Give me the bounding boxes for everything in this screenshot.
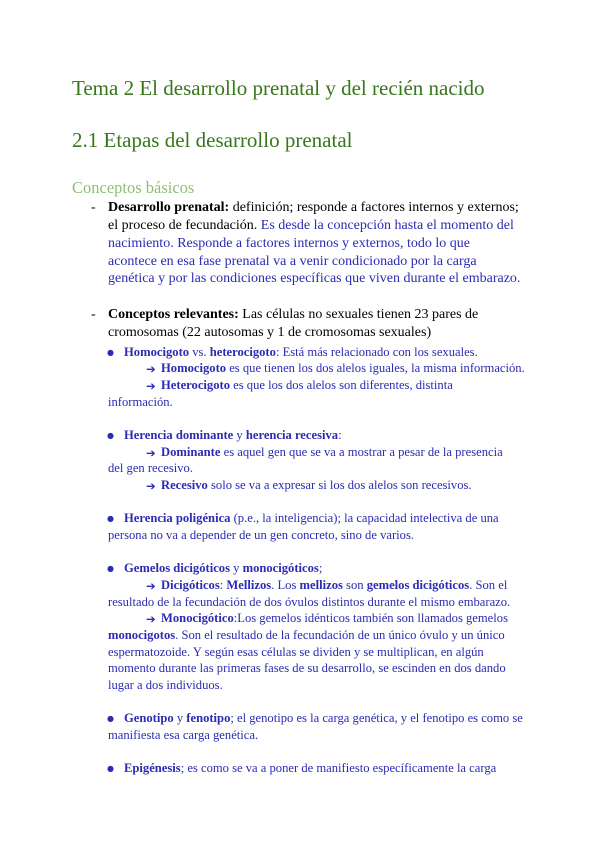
note-text: acontece en esa fase prenatal va a venir condicionado por la carga bbox=[108, 253, 477, 269]
text-line bbox=[0, 677, 600, 694]
note-gemelos bbox=[0, 560, 600, 693]
bold-term: Herencia dominante bbox=[124, 428, 234, 443]
bold-term: heterocigoto bbox=[209, 344, 276, 359]
bold-term: Desarrollo prenatal: bbox=[108, 200, 230, 215]
arrow-right-icon: ➔ bbox=[146, 579, 156, 594]
definition-text: definición; responde a factores internos y externos; bbox=[229, 200, 519, 215]
note-text: Es desde la concepción hasta el momento del bbox=[257, 217, 514, 233]
bold-term: Gemelos dicigóticos bbox=[124, 561, 230, 576]
blank-line bbox=[0, 410, 600, 427]
blank-line bbox=[0, 544, 600, 561]
bullet-dot-icon: ● bbox=[107, 431, 114, 441]
note-herencia-poligenica bbox=[0, 510, 600, 543]
note-genotipo-fenotipo bbox=[0, 710, 600, 743]
bold-term: Homocigoto bbox=[161, 361, 227, 376]
bold-term: gemelos dicigóticos bbox=[366, 578, 470, 593]
bullet-dot-icon: ● bbox=[107, 514, 114, 524]
arrow-right-icon: ➔ bbox=[146, 445, 156, 460]
note-text: manifiesta esa carga genética. bbox=[108, 728, 259, 743]
text-line bbox=[0, 394, 600, 411]
bold-term: Herencia poligénica bbox=[124, 511, 231, 526]
blank-line bbox=[0, 744, 600, 761]
note-text: : bbox=[338, 428, 342, 443]
note-epigenesis bbox=[0, 760, 600, 777]
note-text: ; el genotipo es la carga genética, y el fenotipo es como se bbox=[230, 711, 523, 726]
text-line bbox=[0, 594, 600, 611]
text-line bbox=[0, 510, 600, 527]
note-text: . Son el resultado de la fecundación de un único óvulo y un único bbox=[175, 628, 505, 643]
note-text: espermatozoide. Y según esas células se dividen y se multiplican, en algún bbox=[108, 644, 484, 659]
dash-bullet: - bbox=[91, 307, 96, 323]
note-homocigoto-heterocigoto bbox=[0, 344, 600, 411]
text-line bbox=[0, 306, 600, 324]
text-line bbox=[0, 577, 600, 594]
note-text: ; bbox=[318, 561, 323, 576]
bold-term: Genotipo bbox=[124, 711, 174, 726]
note-text: es aquel gen que se va a mostrar a pesar de la presencia bbox=[220, 444, 503, 459]
bold-term: Heterocigoto bbox=[161, 378, 231, 392]
chapter-title: Tema 2 El desarrollo prenatal y del recién nacido bbox=[72, 76, 485, 100]
bullet-dot-icon: ● bbox=[107, 347, 114, 357]
text-line bbox=[0, 610, 600, 627]
blank-line bbox=[0, 694, 600, 711]
text-line bbox=[0, 627, 600, 644]
text-line bbox=[0, 444, 600, 461]
bold-term: monocigóticos bbox=[242, 561, 319, 576]
blank-line bbox=[0, 288, 600, 306]
note-text: genética y por las condiciones específicas que viven durante el embarazo. bbox=[108, 271, 521, 287]
bold-term: monocigotos bbox=[108, 628, 176, 643]
definition-text: cromosomas (22 autosomas y 1 de cromosomas sexuales) bbox=[108, 325, 432, 341]
arrow-right-icon: ➔ bbox=[146, 479, 156, 494]
bullet-dot-icon: ● bbox=[107, 764, 114, 774]
text-line bbox=[0, 660, 600, 677]
note-text: y bbox=[173, 711, 187, 726]
bullet-dot-icon: ● bbox=[107, 714, 114, 724]
text-line bbox=[0, 760, 600, 777]
text-line bbox=[0, 710, 600, 727]
note-text: nacimiento. Responde a factores internos y externos, todo lo que bbox=[108, 235, 470, 251]
note-text: momento durante las primeras fases de su desarrollo, se escinden en dos dando bbox=[108, 661, 506, 676]
arrow-right-icon: ➔ bbox=[146, 362, 156, 377]
subsection-title: Conceptos básicos bbox=[72, 178, 195, 197]
bold-term: Dicigóticos bbox=[161, 578, 220, 593]
note-text: : Está más relacionado con los sexuales. bbox=[275, 344, 478, 359]
bold-term: Conceptos relevantes: bbox=[108, 307, 239, 323]
note-text: . Los bbox=[271, 578, 300, 593]
text-line bbox=[0, 527, 600, 544]
bold-term: Recesivo bbox=[161, 478, 208, 493]
note-text: lugar a dos individuos. bbox=[108, 678, 223, 693]
text-line bbox=[0, 360, 600, 377]
bold-term: mellizos bbox=[299, 578, 343, 593]
text-line bbox=[0, 324, 600, 342]
text-line bbox=[0, 217, 600, 235]
text-line bbox=[0, 644, 600, 661]
concepts-list bbox=[0, 199, 600, 342]
text-line bbox=[0, 270, 600, 288]
text-line bbox=[0, 727, 600, 744]
section-title: 2.1 Etapas del desarrollo prenatal bbox=[72, 128, 353, 152]
arrow-right-icon: ➔ bbox=[146, 612, 156, 627]
bold-term: Mellizos bbox=[226, 578, 272, 593]
text-line bbox=[0, 460, 600, 477]
note-herencia-dominante-recesiva bbox=[0, 427, 600, 494]
bullet-dot-icon: ● bbox=[107, 564, 114, 574]
bold-term: Monocigótico bbox=[161, 611, 234, 626]
note-text: persona no va a depender de un gen concreto, sino de varios. bbox=[108, 528, 414, 543]
note-text: solo se va a expresar si los dos alelos son recesivos. bbox=[207, 478, 472, 493]
bold-term: Epigénesis bbox=[124, 761, 181, 776]
blank-line bbox=[0, 494, 600, 511]
bold-term: Dominante bbox=[161, 444, 221, 459]
text-line bbox=[0, 253, 600, 271]
note-text: (p.e., la inteligencia); la capacidad intelectiva de una bbox=[230, 511, 499, 526]
arrow-right-icon: ➔ bbox=[146, 379, 156, 393]
bold-term: Homocigoto bbox=[124, 344, 190, 359]
definition-text: Las células no sexuales tienen 23 pares de bbox=[238, 307, 479, 323]
list-item-relevant-concepts bbox=[0, 306, 600, 342]
text-line bbox=[0, 235, 600, 253]
note-text: es que los dos alelos son diferentes, distinta bbox=[230, 378, 453, 392]
note-text: son bbox=[342, 578, 367, 593]
text-line bbox=[0, 477, 600, 494]
note-text: del gen recesivo. bbox=[108, 461, 193, 476]
note-text: información. bbox=[108, 394, 173, 409]
dash-bullet: - bbox=[91, 200, 96, 215]
text-line bbox=[0, 199, 600, 217]
list-item-prenatal-development bbox=[0, 199, 600, 288]
note-text: : bbox=[219, 578, 227, 593]
notes-list bbox=[0, 344, 600, 777]
bold-term: herencia recesiva bbox=[245, 428, 339, 443]
text-line bbox=[0, 560, 600, 577]
note-text: resultado de la fecundación de dos óvulos distintos durante el mismo embarazo. bbox=[108, 594, 511, 609]
text-line bbox=[0, 377, 600, 394]
text-line bbox=[0, 427, 600, 444]
note-text: :Los gemelos idénticos también son llamados gemelos bbox=[233, 611, 508, 626]
note-text: vs. bbox=[189, 344, 210, 359]
definition-text: el proceso de fecundación. bbox=[108, 217, 258, 233]
text-line bbox=[0, 344, 600, 361]
bold-term: fenotipo bbox=[186, 711, 231, 726]
note-text: y bbox=[233, 428, 246, 443]
note-text: . Son el bbox=[469, 578, 508, 593]
note-text: y bbox=[229, 561, 243, 576]
note-text: ; es como se va a poner de manifiesto específicamente la carga bbox=[180, 761, 497, 776]
note-text: es que tienen los dos alelos iguales, la misma información. bbox=[226, 361, 525, 376]
